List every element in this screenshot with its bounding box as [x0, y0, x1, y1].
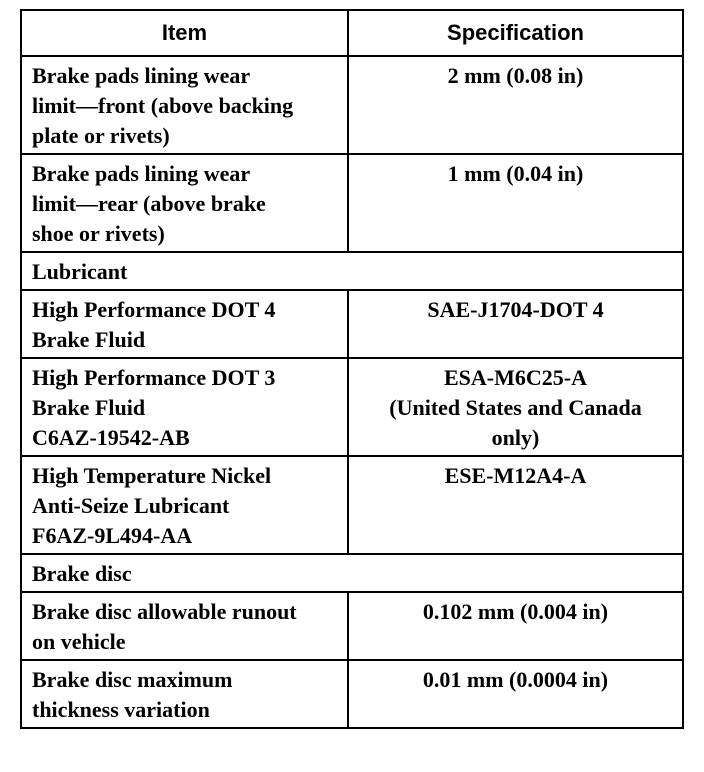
item-cell — [21, 592, 348, 660]
specification-text-line: 2 mm (0.08 in) — [447, 63, 584, 88]
item-text-line: limit—rear (above brake — [32, 191, 266, 216]
table-row — [21, 290, 683, 358]
specification-table — [20, 9, 684, 729]
table-row — [21, 56, 683, 154]
specification-cell — [348, 592, 683, 660]
table-row — [21, 154, 683, 252]
specification-text-line: 1 mm (0.04 in) — [447, 161, 584, 186]
item-text-line: Brake pads lining wear — [32, 161, 251, 186]
column-header-specification: Specification — [348, 10, 683, 56]
item-text-line: C6AZ-19542-AB — [32, 425, 190, 450]
item-text-line: Brake disc allowable runout — [32, 599, 297, 624]
item-cell — [21, 290, 348, 358]
item-text-line: High Performance DOT 4 — [32, 297, 276, 322]
specification-text-line: (United States and Canada — [389, 395, 642, 420]
table-row — [21, 456, 683, 554]
section-row — [21, 554, 683, 592]
section-row — [21, 252, 683, 290]
specification-cell — [348, 56, 683, 154]
specification-cell — [348, 290, 683, 358]
specification-cell — [348, 358, 683, 456]
item-text-line: Brake Fluid — [32, 327, 146, 352]
item-text-line: Brake disc maximum — [32, 667, 233, 692]
item-cell — [21, 660, 348, 728]
table-row — [21, 592, 683, 660]
specification-text-line: 0.01 mm (0.0004 in) — [422, 667, 609, 692]
section-title: Lubricant — [21, 252, 683, 290]
item-text-line: Brake Fluid — [32, 395, 146, 420]
item-text-line: Brake pads lining wear — [32, 63, 251, 88]
table-row — [21, 358, 683, 456]
item-text-line: limit—front (above backing — [32, 93, 294, 118]
item-text-line: on vehicle — [32, 629, 126, 654]
item-text-line: Anti-Seize Lubricant — [32, 493, 230, 518]
specification-cell — [348, 154, 683, 252]
item-text-line: plate or rivets) — [32, 123, 170, 148]
specification-text-line: ESE-M12A4-A — [444, 463, 587, 488]
table-row — [21, 660, 683, 728]
section-title: Brake disc — [21, 554, 683, 592]
specification-cell — [348, 456, 683, 554]
table-body — [21, 56, 683, 728]
item-text-line: shoe or rivets) — [32, 221, 165, 246]
item-cell — [21, 358, 348, 456]
item-text-line: High Performance DOT 3 — [32, 365, 276, 390]
item-text-line: thickness variation — [32, 697, 210, 722]
item-cell — [21, 154, 348, 252]
item-cell — [21, 56, 348, 154]
column-header-item: Item — [21, 10, 348, 56]
item-text-line: F6AZ-9L494-AA — [32, 523, 193, 548]
specification-text-line: SAE-J1704-DOT 4 — [427, 297, 604, 322]
specification-text-line: only) — [491, 425, 540, 450]
item-cell — [21, 456, 348, 554]
specification-text-line: 0.102 mm (0.004 in) — [422, 599, 609, 624]
table-header-row — [21, 10, 683, 56]
item-text-line: High Temperature Nickel — [32, 463, 272, 488]
specification-cell — [348, 660, 683, 728]
specification-text-line: ESA-M6C25-A — [443, 365, 587, 390]
